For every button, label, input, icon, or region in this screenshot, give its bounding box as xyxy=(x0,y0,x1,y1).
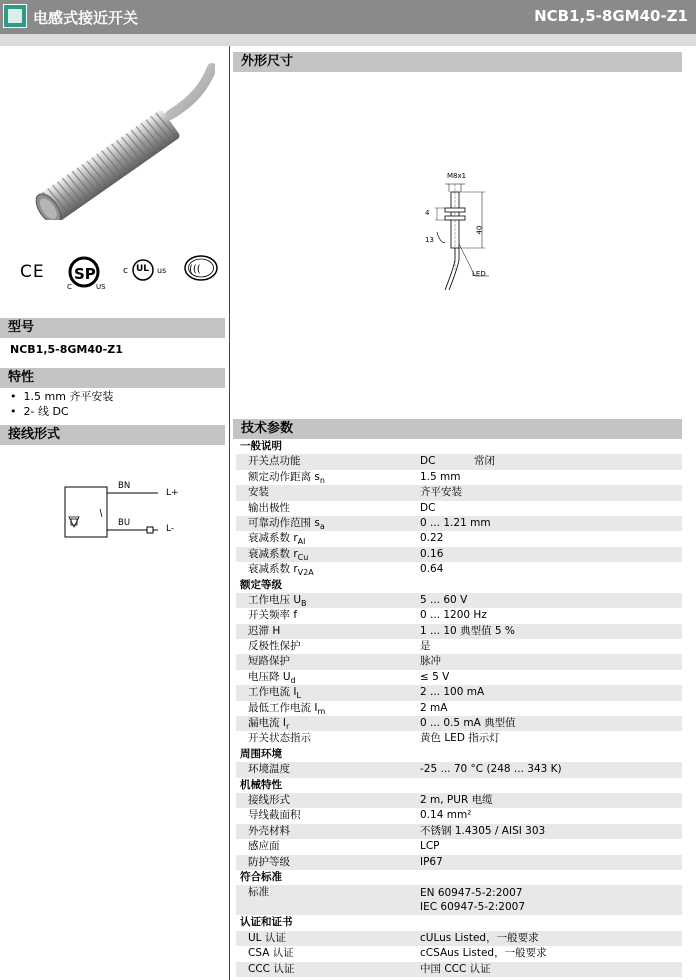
tech-row xyxy=(236,701,682,716)
brand-square-icon xyxy=(3,4,27,28)
tech-row-value: 0 ... 1200 Hz xyxy=(420,609,487,622)
ul-logo-text: UL xyxy=(136,264,150,274)
svg-text:SP: SP xyxy=(74,265,96,283)
tech-row-label: 开关状态指示 xyxy=(248,732,311,745)
csa-us-label: US xyxy=(96,283,106,291)
tech-row xyxy=(236,731,682,746)
tech-row-label: 工作电流 $I_L$ xyxy=(248,686,301,701)
tech-row-value: 黄色 LED 指示灯 xyxy=(420,732,500,745)
tech-row-value: DC xyxy=(420,455,436,468)
tech-row-label: 漏电流 $I_r$ xyxy=(248,717,290,732)
tech-row-value: ≤ 5 V xyxy=(420,670,450,683)
tech-row xyxy=(236,839,682,854)
type-heading: 型号 xyxy=(0,318,225,338)
tech-row-symbol-sub: Al xyxy=(297,537,306,547)
dim-40-label: 40 xyxy=(475,225,484,235)
tech-row-value xyxy=(420,886,525,914)
tech-row-symbol: U xyxy=(279,670,291,683)
tech-row xyxy=(236,654,682,669)
dimension-drawing xyxy=(415,170,495,300)
tech-row-label: 外壳材料 xyxy=(248,824,290,837)
tech-row-value: 0.22 xyxy=(420,532,444,545)
tech-row xyxy=(236,639,682,654)
tech-row-value: 2 ... 100 mA xyxy=(420,686,485,699)
tech-row-symbol: f xyxy=(290,609,298,622)
ce-mark: CE xyxy=(20,262,45,282)
tech-row-value: 不锈钢 1.4305 / AISI 303 xyxy=(420,824,546,837)
tech-row-value: 2 mA xyxy=(420,701,448,714)
tech-row-value: 中国 CCC 认证 xyxy=(420,962,491,975)
tech-row xyxy=(236,547,682,562)
bn-label: BN xyxy=(118,481,131,491)
tech-row-symbol-sub: r xyxy=(285,722,290,732)
bu-label: BU xyxy=(118,518,131,528)
tech-row-value: 0.14 mm² xyxy=(420,809,472,822)
tech-row xyxy=(236,962,682,977)
tech-row-label: 输出极性 xyxy=(248,501,290,514)
tech-row xyxy=(236,516,682,531)
tech-row-symbol: I xyxy=(279,717,286,730)
tech-row xyxy=(236,531,682,546)
tech-row-value: 齐平安装 xyxy=(420,486,462,499)
tech-row xyxy=(236,485,682,500)
tech-row-symbol-sub: B xyxy=(301,599,307,608)
tech-row-value: 0 ... 0.5 mA 典型值 xyxy=(420,717,516,730)
tech-row-label: 防护等级 xyxy=(248,855,290,868)
tech-row-symbol: r xyxy=(290,532,298,545)
tech-row-label: 导线截面积 xyxy=(248,809,301,822)
tech-row-value: cULus Listed，一般要求 xyxy=(420,931,539,944)
svg-text:(((: ((( xyxy=(189,264,201,275)
dim-13-label: 13 xyxy=(425,236,434,244)
tech-row xyxy=(236,670,682,685)
tech-row-symbol-sub: V2A xyxy=(297,568,314,578)
dim-4-label: 4 xyxy=(425,209,430,217)
tech-row-value: 是 xyxy=(420,640,431,653)
tech-row-label: 接线形式 xyxy=(248,793,290,806)
tech-row-label: 感应面 xyxy=(248,840,280,853)
tech-row xyxy=(236,501,682,516)
tech-row xyxy=(236,885,682,915)
tech-row-value: cCSAus Listed，一般要求 xyxy=(420,947,547,960)
tech-row-label: CSA 认证 xyxy=(248,947,294,960)
page-title: 电感式接近开关 xyxy=(33,9,139,27)
lminus-label: L- xyxy=(166,524,175,534)
title-bar xyxy=(0,0,696,34)
tech-row-symbol: r xyxy=(290,547,298,560)
ccc-logo-icon xyxy=(182,253,220,283)
tech-row-symbol: I xyxy=(311,701,318,714)
connection-heading: 接线形式 xyxy=(0,425,225,445)
tech-row-symbol-sub: d xyxy=(290,675,296,685)
tech-row-symbol-sub: L xyxy=(296,691,301,701)
tech-row-value: DC xyxy=(420,501,436,514)
tech-row-value: IP67 xyxy=(420,855,443,868)
tech-row xyxy=(236,824,682,839)
tech-row-value: 2 m, PUR 电缆 xyxy=(420,793,493,806)
tech-row-value: 脉冲 xyxy=(420,655,441,668)
svg-text:c: c xyxy=(123,266,128,276)
dim-m8-label: M8x1 xyxy=(447,172,467,180)
tech-row xyxy=(236,593,682,608)
tech-row xyxy=(236,685,682,700)
tech-row-symbol: I xyxy=(290,686,297,699)
tech-row xyxy=(236,855,682,870)
tech-row-label: UL 认证 xyxy=(248,931,286,944)
tech-row-value: 5 ... 60 V xyxy=(420,593,468,606)
tech-row-label: 安装 xyxy=(248,486,269,499)
tech-row xyxy=(236,608,682,623)
tech-row-label: 反极性保护 xyxy=(248,640,301,653)
sensor-photo xyxy=(20,60,215,220)
tech-row-symbol-sub: n xyxy=(319,475,325,485)
tech-row-symbol-sub: Cu xyxy=(297,552,309,562)
tech-row-value: 0.64 xyxy=(420,563,444,576)
tech-row-value: LCP xyxy=(420,840,440,853)
tech-section-heading: 认证和证书 xyxy=(236,915,682,930)
csa-c-label: C xyxy=(67,283,72,291)
dimensions-heading: 外形尺寸 xyxy=(233,52,682,72)
tech-row-symbol: U xyxy=(290,593,302,606)
tech-row-label: 额定动作距离 $s_n$ xyxy=(248,470,325,485)
tech-row-symbol: s xyxy=(311,516,320,529)
dim-led-label: LED xyxy=(472,270,486,278)
tech-row xyxy=(236,454,682,469)
tech-row-symbol-sub: m xyxy=(317,706,326,716)
tech-row-value: 1 ... 10 典型值 5 % xyxy=(420,624,515,637)
tech-row xyxy=(236,808,682,823)
tech-row-value: 0.16 xyxy=(420,547,444,560)
tech-section-heading: 一般说明 xyxy=(236,439,682,454)
tech-row-symbol-sub: a xyxy=(319,522,325,532)
tech-section-heading: 周围环境 xyxy=(236,747,682,762)
type-value: NCB1,5-8GM40-Z1 xyxy=(10,343,123,356)
tech-row-value-line: IEC 60947-5-2:2007 xyxy=(420,901,525,914)
tech-row-label: 环境温度 xyxy=(248,763,290,776)
tech-row-label: 短路保护 xyxy=(248,655,290,668)
tech-row-symbol: r xyxy=(290,563,298,576)
tech-row-label: 衰减系数 $r_{V2A}$ xyxy=(248,563,314,578)
tech-table xyxy=(236,439,682,977)
tech-row-label: 最低工作电流 $I_m$ xyxy=(248,701,326,716)
tech-row xyxy=(236,624,682,639)
tech-row-label: 标准 xyxy=(248,886,269,899)
tech-section-heading: 机械特性 xyxy=(236,778,682,793)
subheader-strip xyxy=(0,34,696,46)
tech-row-label: CCC 认证 xyxy=(248,962,295,975)
tech-section-heading: 额定等级 xyxy=(236,578,682,593)
tech-row-symbol: s xyxy=(311,470,320,483)
tech-row-value-line: EN 60947-5-2:2007 xyxy=(420,887,523,900)
tech-row-label: 开关频率 f xyxy=(248,609,298,622)
feature-item: • 1.5 mm 齐平安装 xyxy=(10,390,114,403)
tech-row-value-extra: 常闭 xyxy=(474,455,495,468)
tech-row-label: 可靠动作范围 $s_a$ xyxy=(248,516,325,532)
features-heading: 特性 xyxy=(0,368,225,388)
tech-heading: 技术参数 xyxy=(233,419,682,439)
tech-row-symbol: H xyxy=(269,624,281,637)
tech-row xyxy=(236,946,682,961)
tech-row-label: 开关点功能 xyxy=(248,455,301,468)
tech-row-label: 电压降 $U_d$ xyxy=(248,670,296,685)
tech-row-value: 0 ... 1.21 mm xyxy=(420,516,491,529)
model-title: NCB1,5-8GM40-Z1 xyxy=(534,7,688,25)
feature-item: • 2- 线 DC xyxy=(10,405,69,418)
tech-row-value: -25 ... 70 °C (248 ... 343 K) xyxy=(420,763,562,776)
tech-row-label: 衰减系数 $r_{Cu}$ xyxy=(248,547,309,562)
tech-row xyxy=(236,762,682,777)
tech-row xyxy=(236,562,682,577)
tech-row xyxy=(236,793,682,808)
column-divider xyxy=(229,46,230,980)
tech-row xyxy=(236,931,682,946)
lplus-label: L+ xyxy=(166,488,179,498)
tech-row xyxy=(236,716,682,731)
tech-row-label: 衰减系数 $r_{Al}$ xyxy=(248,532,306,547)
svg-text:us: us xyxy=(157,266,166,275)
tech-row xyxy=(236,470,682,485)
tech-row-label: 迟滞 H xyxy=(248,624,281,637)
tech-row-label: 工作电压 $U_B$ xyxy=(248,593,307,608)
tech-section-heading: 符合标准 xyxy=(236,870,682,885)
tech-row-value: 1.5 mm xyxy=(420,470,461,483)
